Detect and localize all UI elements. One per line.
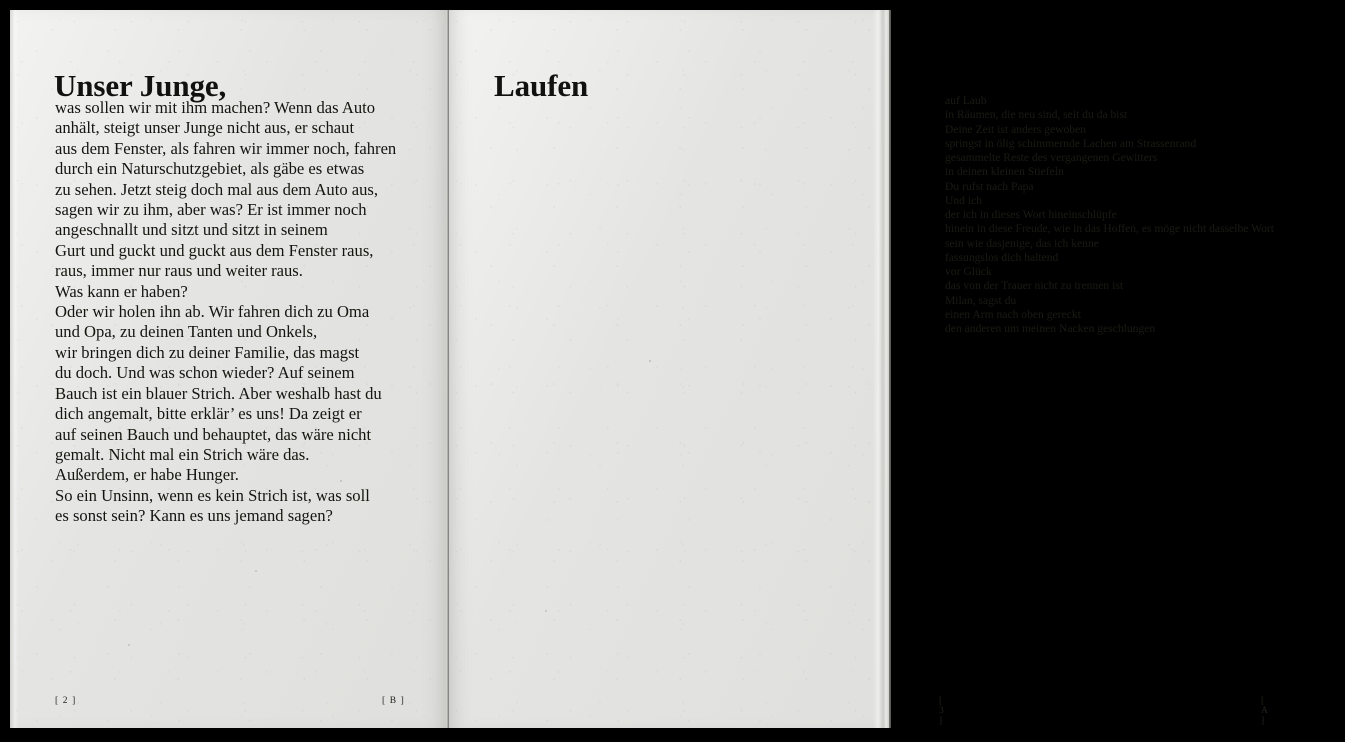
prose-line: es sonst sein? Kann es uns jemand sagen? bbox=[55, 506, 333, 526]
poem-line: springst in ölig schimmernde Lachen am Strassenrand bbox=[945, 136, 1197, 150]
poem-line: gesammelte Reste des vergangenen Gewitters bbox=[945, 151, 1158, 164]
prose-line: angeschnallt und sitzt und sitzt in seinem bbox=[55, 220, 328, 240]
paper-speck bbox=[128, 644, 130, 646]
prose-line: auf seinen Bauch und behauptet, das wäre nicht bbox=[55, 424, 372, 444]
prose-line: zu sehen. Jetzt steig doch mal aus dem Auto aus, bbox=[55, 179, 379, 199]
left-page bbox=[10, 10, 448, 728]
prose-line: sagen wir zu ihm, aber was? Er ist immer noch bbox=[55, 200, 367, 220]
poem-line: in Räumen, die neu sind, seit du da bist bbox=[945, 108, 1128, 122]
prose-line: raus, immer nur raus und weiter raus. bbox=[55, 261, 303, 281]
prose-line: durch ein Naturschutzgebiet, als gäbe es etwas bbox=[55, 159, 365, 179]
right-page-content bbox=[449, 10, 1274, 728]
prose-line: Gurt und guckt und guckt aus dem Fenster raus, bbox=[55, 240, 374, 260]
paper-speck bbox=[649, 360, 651, 362]
poem-line: Und ich bbox=[945, 193, 983, 207]
page-title-right: Laufen bbox=[494, 67, 589, 103]
prose-line: was sollen wir mit ihm machen? Wenn das Auto bbox=[55, 98, 376, 117]
prose-text-block bbox=[55, 98, 435, 527]
paper-speck bbox=[340, 480, 342, 482]
poem-line: hinein in diese Freude, wie in das Hoffen, es möge nicht dasselbe Wort bbox=[945, 222, 1274, 236]
prose-line: du doch. Und was schon wieder? Auf seinem bbox=[55, 363, 355, 383]
poem-line: sein wie dasjenige, das ich kenne bbox=[945, 236, 1099, 250]
poem-line: den anderen um meinen Nacken geschlungen bbox=[945, 322, 1156, 335]
right-page bbox=[449, 10, 1274, 728]
poem-line: fassungslos dich haltend bbox=[945, 250, 1059, 264]
prose-line: dich angemalt, bitte erklär’ es uns! Da zeigt er bbox=[55, 404, 362, 424]
poem-line: einen Arm nach oben gereckt bbox=[945, 307, 1081, 321]
poem-line: auf Laub bbox=[945, 94, 987, 107]
poem-text-block bbox=[945, 94, 1345, 336]
folio-number-left: [ 2 ] bbox=[55, 696, 77, 706]
prose-line: wir bringen dich zu deiner Familie, das magst bbox=[55, 342, 360, 362]
page-edge-left bbox=[10, 10, 19, 728]
prose-line: Außerdem, er habe Hunger. bbox=[55, 465, 239, 485]
prose-line: Oder wir holen ihn ab. Wir fahren dich zu Oma bbox=[55, 302, 370, 322]
prose-line: Was kann er haben? bbox=[55, 281, 188, 301]
paper-speck bbox=[255, 570, 257, 572]
folio-mark-right: [ A ] bbox=[1261, 696, 1269, 726]
prose-line: gemalt. Nicht mal ein Strich wäre das. bbox=[55, 444, 310, 464]
prose-line: anhält, steigt unser Junge nicht aus, er schaut bbox=[55, 118, 355, 138]
poem-line: Du rufst nach Papa bbox=[945, 179, 1034, 193]
poem-line: in deinen kleinen Stiefeln bbox=[945, 165, 1064, 179]
prose-line: und Opa, zu deinen Tanten und Onkels, bbox=[55, 322, 318, 342]
paper-speck bbox=[545, 610, 547, 612]
poem-line: der ich in dieses Wort hineinschlüpfe bbox=[945, 208, 1117, 221]
book-gutter bbox=[446, 10, 449, 728]
poem-line: vor Glück bbox=[945, 265, 992, 278]
prose-line: Bauch ist ein blauer Strich. Aber weshalb hast du bbox=[55, 383, 382, 403]
folio-number-right: [ 3 ] bbox=[939, 696, 945, 726]
prose-line: So ein Unsinn, wenn es kein Strich ist, was soll bbox=[55, 485, 370, 505]
poem-line: das von der Trauer nicht zu trennen ist bbox=[945, 279, 1124, 293]
poem-line: Milan, sagst du bbox=[945, 293, 1017, 307]
page-title-left: Unser Junge, bbox=[54, 67, 227, 103]
page-edge-stack bbox=[873, 10, 891, 728]
folio-mark-left: [ B ] bbox=[382, 696, 405, 706]
poem-line: Deine Zeit ist anders gewoben bbox=[945, 122, 1087, 136]
left-page-content bbox=[10, 10, 448, 728]
prose-line: aus dem Fenster, als fahren wir immer noch, fahren bbox=[55, 138, 397, 158]
